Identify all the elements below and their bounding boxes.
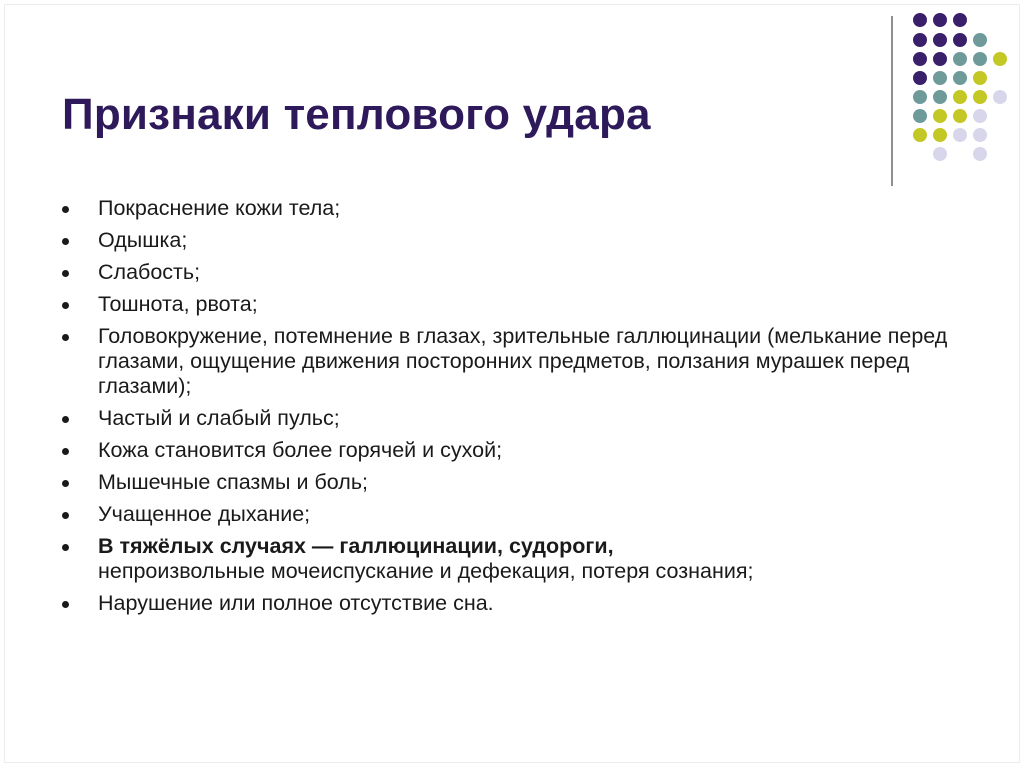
list-item-text: Одышка; <box>98 228 188 252</box>
decorative-dot <box>933 147 947 161</box>
decorative-dot <box>933 33 947 47</box>
decorative-dot <box>913 90 927 104</box>
list-item <box>62 260 962 285</box>
bullet-icon <box>62 544 69 551</box>
decorative-dot <box>953 33 967 47</box>
list-item-text: Учащенное дыхание; <box>98 502 311 526</box>
dot-pattern-decoration <box>0 0 1024 200</box>
list-item <box>62 438 962 463</box>
decorative-dot <box>933 128 947 142</box>
bullet-icon <box>62 601 69 608</box>
list-item <box>62 324 962 399</box>
decorative-dot <box>933 52 947 66</box>
list-item <box>62 470 962 495</box>
list-item-text: Слабость; <box>98 260 201 284</box>
decorative-dot <box>993 90 1007 104</box>
list-item-text: Мышечные спазмы и боль; <box>98 470 368 494</box>
decorative-dot <box>953 90 967 104</box>
bullet-icon <box>62 238 69 245</box>
decorative-dot <box>953 52 967 66</box>
list-item-text: непроизвольные мочеиспускание и дефекация, потеря сознания; <box>98 559 754 583</box>
decorative-dot <box>913 33 927 47</box>
decorative-dot <box>953 109 967 123</box>
list-item <box>62 534 962 584</box>
list-item-text: Частый и слабый пульс; <box>98 406 340 430</box>
decorative-dot <box>913 13 927 27</box>
bullet-list <box>62 196 962 623</box>
decorative-dot <box>933 90 947 104</box>
list-item-text: Нарушение или полное отсутствие сна. <box>98 591 494 615</box>
decorative-dot <box>913 71 927 85</box>
decorative-dot <box>953 13 967 27</box>
bullet-icon <box>62 416 69 423</box>
list-item-text: Головокружение, потемнение в глазах, зрительные галлюцинации (мелькание перед глазами, ощущение движения посторонних предметов, ползания мурашек перед глазами); <box>98 324 948 398</box>
bullet-icon <box>62 334 69 341</box>
list-item-text: Кожа становится более горячей и сухой; <box>98 438 503 462</box>
decorative-dot <box>933 71 947 85</box>
list-item <box>62 196 962 221</box>
decorative-dot <box>973 147 987 161</box>
decorative-dot <box>973 52 987 66</box>
list-item <box>62 502 962 527</box>
decorative-dot <box>913 128 927 142</box>
decorative-dot <box>953 71 967 85</box>
bullet-icon <box>62 480 69 487</box>
list-item <box>62 292 962 317</box>
decorative-dot <box>973 33 987 47</box>
decorative-dot <box>993 52 1007 66</box>
bullet-icon <box>62 206 69 213</box>
bullet-icon <box>62 448 69 455</box>
bullet-icon <box>62 302 69 309</box>
decorative-dot <box>913 52 927 66</box>
list-item <box>62 406 962 431</box>
list-item-text: Покраснение кожи тела; <box>98 196 341 220</box>
decorative-dot <box>953 128 967 142</box>
list-item <box>62 228 962 253</box>
bullet-icon <box>62 512 69 519</box>
decorative-dot <box>973 71 987 85</box>
decorative-dot <box>913 109 927 123</box>
decorative-dot <box>933 109 947 123</box>
list-item-bold-text: В тяжёлых случаях — галлюцинации, судороги, <box>98 534 614 558</box>
decorative-dot <box>973 128 987 142</box>
list-item-text: Тошнота, рвота; <box>98 292 258 316</box>
list-item <box>62 591 962 616</box>
slide-title: Признаки теплового удара <box>62 90 651 139</box>
bullet-icon <box>62 270 69 277</box>
decorative-dot <box>973 90 987 104</box>
decorative-dot <box>973 109 987 123</box>
decorative-dot <box>933 13 947 27</box>
